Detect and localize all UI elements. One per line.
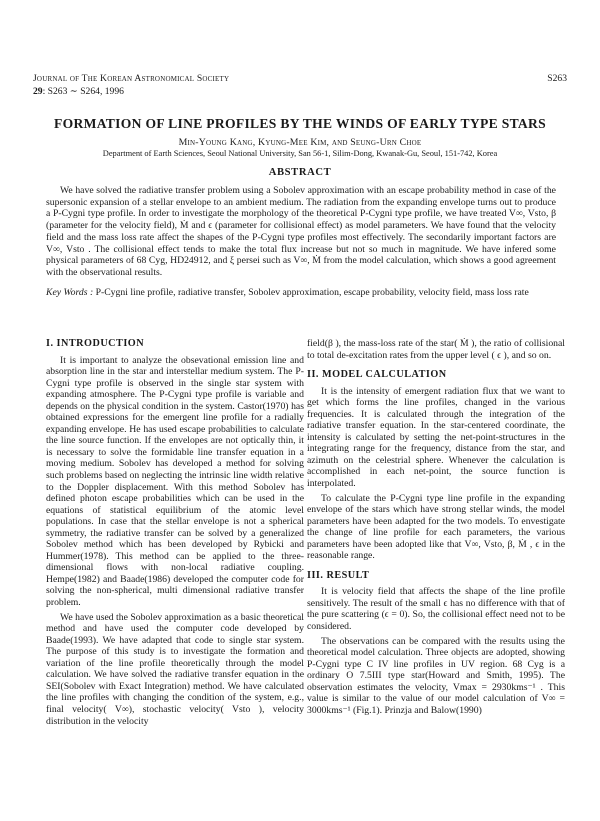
intro-paragraph-2: We have used the Sobolev approximation as a basic theoretical method and have used the computer code developed by Baade(1993). We have adapted that code to single star system. The purpose of this study is to investigate the formation and variation of the line profile theoretically through the model calculation. We have solved the radiative transfer equation in the SEI(Sobolev with Exact Integration) method. We have calculated the line profiles with changing the condition of the system, e.g., final velocity( V∞), stochastic velocity( Vsto ), velocity distribution in the velocity xyxy=(46,611,304,727)
keywords-text: P-Cygni line profile, radiative transfer, Sobolev approximation, escape probability, velocity field, mass loss rate xyxy=(93,286,529,298)
affiliation: Department of Earth Sciences, Seoul National University, San 56-1, Silim-Dong, Kwanak-Gu, Seoul, 151-742, Korea xyxy=(102,149,498,158)
intro-heading: I. INTRODUCTION xyxy=(46,338,145,349)
right-column xyxy=(307,338,565,719)
abstract-block xyxy=(46,185,556,298)
model-heading: II. MODEL CALCULATION xyxy=(307,369,447,381)
result-heading: III. RESULT xyxy=(307,569,370,581)
page-range: : S263 ∼ S264, 1996 xyxy=(42,86,124,97)
intro-paragraph-1: It is important to analyze the obsevational emission line and absorption line in the star and interstellar medium system. The P-Cygni type profile is observed in the single star system with expanding atmosphere. The P-Cygni type profile is variable and depends on the physical condition in the system. Castor(1970) has obtained expressions for the emergent line profile for a radially expanding envelope. He has used escape probabilities to calculate the line source function. If the envelopes are not optically thin, it is necessary to solve the formidable line transfer equation in a moving medium. Sobolev has developed a method for solving such problems based on neglecting the intrinsic line width relative to the Doppler displacement. With this method Sobolev has defined photon escape probabilities which can be used in the equations of statistical equilibrium of the atomic level populations. In case that the stellar envelope is not a spherical symmetry, the radiative transfer can be solved by a generalized Sobolev method which has been developed by Rybicki and Hummer(1978). This method can be applied to the three-dimensional flows with non-local radiative coupling. Hempe(1982) and Baade(1986) developed the computer code for solving the non-spherical, multi dimensional radiative transfer problem. xyxy=(46,354,304,609)
paper-title: FORMATION OF LINE PROFILES BY THE WINDS OF EARLY TYPE STARS xyxy=(53,116,547,131)
model-paragraph-2: To calculate the P-Cygni type line profile in the expanding envelope of the stars which have strong stellar winds, the model parameters have been adapted for the two models. To envestigate the change of line profile for each parameters, the various parameters have been adopted like that V∞, Vsto, β, Ṁ , ϵ in the reasonable range. xyxy=(307,492,565,562)
journal-name: Journal of The Korean Astronomical Society xyxy=(33,73,230,84)
keywords-line xyxy=(46,287,556,299)
author-list: Min-Young Kang, Kyung-Mee Kim, and Seung-Urn Choe xyxy=(178,137,422,148)
abstract-text: We have solved the radiative transfer problem using a Sobolev approximation with an escape probability method in case of the supersonic expansion of a stellar envelope to an ambient medium. The radiation from the expanding envelope turns out to produce a P-Cygni type profile. In order to investigate the morphology of the theoretical P-Cygni type profile, we have treated V∞, Vsto, β (parameter for the velocity field), Ṁ and ϵ (parameter for collisional effect) as model parameters. We have found that the velocity field and the mass loss rate affect the shapes of the P-Cygni type profiles most effectively. The secondarily important factors are V∞, Vsto . The collisional effect tends to make the total flux increase but not so much in magnitude. We have infered some physical parameters of 68 Cyg, HD24912, and ξ persei such as V∞, Ṁ from the model calculation, which shows a good agreement with the observational results. xyxy=(46,185,556,278)
model-paragraph-1: It is the intensity of emergent radiation flux that we want to get which forms the line profiles, changed in the various frequencies. It is calculated through the integration of the radiative transfer equation. In the star-centered coordinate, the intensity is calculated by setting the net-point-structures in the integrating range for the frequency, distance from the star, and azimuth on the celestrial sphere. Whenever the calculation is accomplished in each net-point, the source function is interpolated. xyxy=(307,385,565,490)
keywords-label: Key Words : xyxy=(46,286,94,298)
running-head xyxy=(33,72,567,98)
page-number: S263 xyxy=(547,73,567,84)
intro-paragraph-2-continued: field(β ), the mass-loss rate of the star( Ṁ ), the ratio of collisional to total de-excitation rates from the upper level ( ϵ ), and so on. xyxy=(307,338,565,361)
volume-number: 29 xyxy=(33,86,43,97)
abstract-heading: ABSTRACT xyxy=(268,167,332,178)
result-paragraph-2: The observations can be compared with the results using the theoretical model calculation. Three objects are adopted, showing P-Cygni type C IV line profiles in UV region. 68 Cyg is a ordinary O 7.5III type star(Howard and Smith, 1995). The observation estimates the velocity, Vmax = 2930kms⁻¹ . This value is similar to the value of our model calculation of V∞ = 3000kms⁻¹ (Fig.1). Prinzja and Balow(1990) xyxy=(307,635,565,716)
left-column xyxy=(46,338,304,730)
result-paragraph-1: It is velocity field that affects the shape of the line profile sensitively. The result of the small ϵ has no difference with that of the pure scattering (ϵ = 0). So, the collisional effect need not to be considered. xyxy=(307,586,565,633)
